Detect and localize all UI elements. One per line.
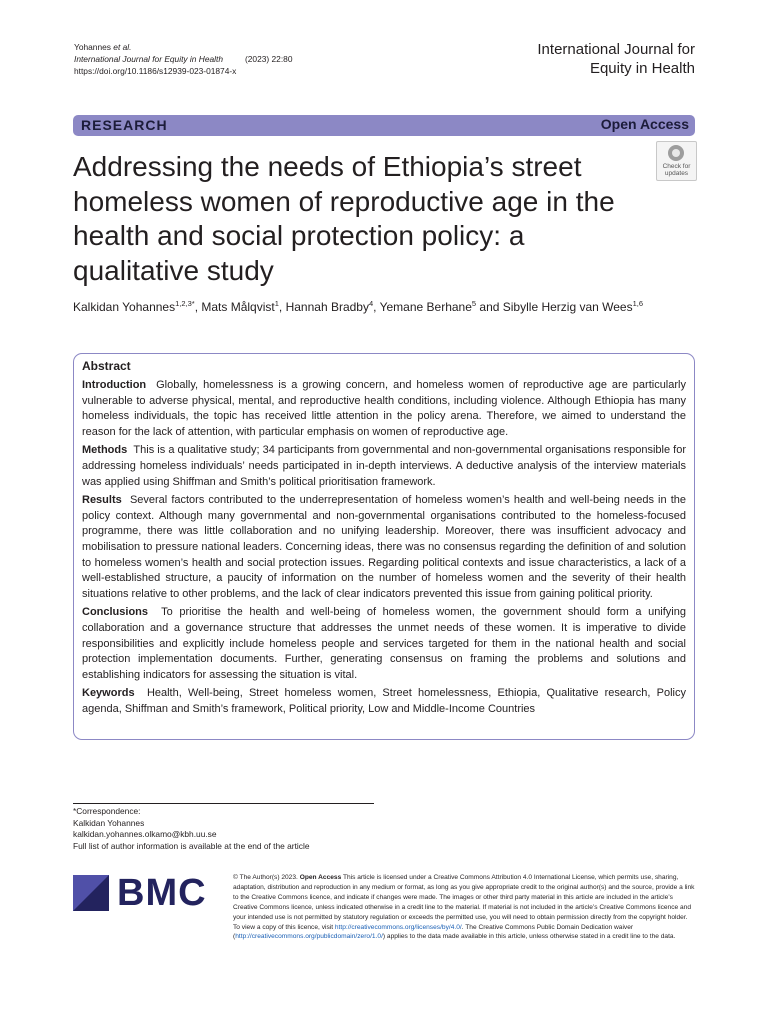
author-affiliation: 4 bbox=[368, 299, 374, 308]
author-affiliation: 1,6 bbox=[632, 299, 644, 308]
abstract-introduction: Introduction Globally, homelessness is a growing concern, and homeless women of reproductive age are particularly vulnerable to adverse physical, mental, and reproductive health conditions, including violence. Although Ethiopia has many homeless individuals, the topic has received little attention in the policy arena. Therefore, we aimed to understand the reason for the lack of attention, with particular emphasis on women of reproductive age. bbox=[82, 379, 686, 438]
author-name: Yemane Berhane bbox=[379, 300, 472, 314]
header-etal: et al. bbox=[113, 42, 132, 52]
article-type-label: RESEARCH bbox=[81, 117, 168, 133]
author-affiliation: 5 bbox=[471, 299, 477, 308]
article-type-banner bbox=[73, 115, 695, 136]
header-doi[interactable]: https://doi.org/10.1186/s12939-023-01874-x bbox=[74, 66, 237, 76]
author-affiliation: 1 bbox=[274, 299, 279, 308]
license-link[interactable]: http://creativecommons.org/licenses/by/4.0/ bbox=[334, 923, 462, 931]
author-name: Kalkidan Yohannes bbox=[73, 300, 176, 314]
bmc-logo: BMC bbox=[73, 875, 213, 911]
check-for-updates-badge[interactable]: Check for updates bbox=[656, 141, 697, 181]
open-access-label: Open Access bbox=[600, 116, 689, 132]
license-statement: © The Author(s) 2023. Open Access This article is licensed under a Creative Commons Attribution 4.0 International License, which permits use, sharing, adaptation, distribution and reproduction in any medium or format, as long as you give appropriate credit to the original author(s) and the source, provide a link to the Creative Commons licence, and indicate if changes were made. The images or other third party material in this article are included in the article’s Creative Commons licence, unless indicated otherwise in a credit line to the material. If material is not included in the article’s Creative Commons licence and your intended use is not permitted by statutory regulation or exceeds the permitted use, you will need to obtain permission directly from the copyright holder. To view a copy of this licence, visit http://creativecommons.org/licenses/by/4.0/. The Creative Commons Public Domain Dedication waiver (http://creativecommons.org/publicdomain/zero/1.0/) applies to the data made available in this article, unless otherwise stated in a credit line to the data. bbox=[233, 874, 695, 941]
author-affiliation: 1,2,3* bbox=[175, 299, 195, 308]
header-year-volume: (2023) 22:80 bbox=[244, 54, 293, 64]
abstract-methods: Methods This is a qualitative study; 34 participants from governmental and non-governmental organisations responsible for addressing homeless individuals’ needs participated in in-depth interviews. A deductive analysis of the interview materials was applied using Shiffman and Smith’s political prioritisation framework. bbox=[82, 444, 686, 488]
abstract-conclusions: Conclusions To prioritise the health and well-being of homeless women, the government should form a unifying collaboration and a governance structure that addresses the unmet needs of these women. It is imperative to divide responsibilities and explicitly include homeless people and services targeted for them in the national health and social protection implementation documents. Further, generating consensus on framing the problems and solutions and establishing indicators for assessing the situation is vital. bbox=[82, 606, 686, 681]
article-header-citation bbox=[74, 41, 292, 77]
footnote-divider bbox=[73, 803, 374, 804]
journal-name: International Journal for Equity in Health bbox=[537, 41, 695, 77]
abstract-results: Results Several factors contributed to the underrepresentation of homeless women’s health and well-being needs in the policy context. Although many governmental and non-governmental organisations contributed to the homeless-focused programme, there was little collaboration and no unifying leadership. Moreover, there was insufficient advocacy and mobilisation to pressure national leaders. Concerning ideas, there was no consensus regarding the definition of and solution to homeless women’s health and social protection issues. Regarding political contexts and issue characteristics, a lack of a well-established structure, a paucity of information on the number of homeless women and the severity of their health situations relative to other problems, and the lack of clear indicators prevented this issue from gaining political priority. bbox=[82, 494, 686, 600]
abstract-box bbox=[73, 353, 695, 740]
author-name: Mats Målqvist bbox=[201, 300, 275, 314]
abstract-keywords: Keywords Health, Well-being, Street homeless women, Street homelessness, Ethiopia, Qualitative research, Policy agenda, Shiffman and Smith’s framework, Political priority, Low and Middle-Income Countries bbox=[82, 687, 686, 715]
abstract-heading: Abstract bbox=[82, 359, 131, 373]
header-journal-cite: International Journal for Equity in Health bbox=[74, 54, 223, 64]
correspondence-footnote: *Correspondence: Kalkidan Yohannes kalkidan.yohannes.olkamo@kbh.uu.se Full list of author information is available at the end of the article bbox=[73, 806, 310, 851]
article-title: Addressing the needs of Ethiopia’s street homeless women of reproductive age in the health and social protection policy: a qualitative study bbox=[73, 151, 615, 286]
author-name: Sibylle Herzig van Wees bbox=[502, 300, 633, 314]
header-author: Yohannes bbox=[74, 42, 111, 52]
author-list: Kalkidan Yohannes$^{1,2,3*}$, Mats Målqvist$^1$, Hannah Bradby$^4$, Yemane Berhane$^5$ and Sibylle Herzig van Wees$^{1,6}$ bbox=[73, 299, 644, 314]
correspondence-email[interactable]: kalkidan.yohannes.olkamo@kbh.uu.se bbox=[73, 829, 217, 839]
author-name: Hannah Bradby bbox=[285, 300, 369, 314]
public-domain-link[interactable]: http://creativecommons.org/publicdomain/zero/1.0/ bbox=[235, 933, 383, 941]
check-updates-icon bbox=[668, 145, 684, 161]
